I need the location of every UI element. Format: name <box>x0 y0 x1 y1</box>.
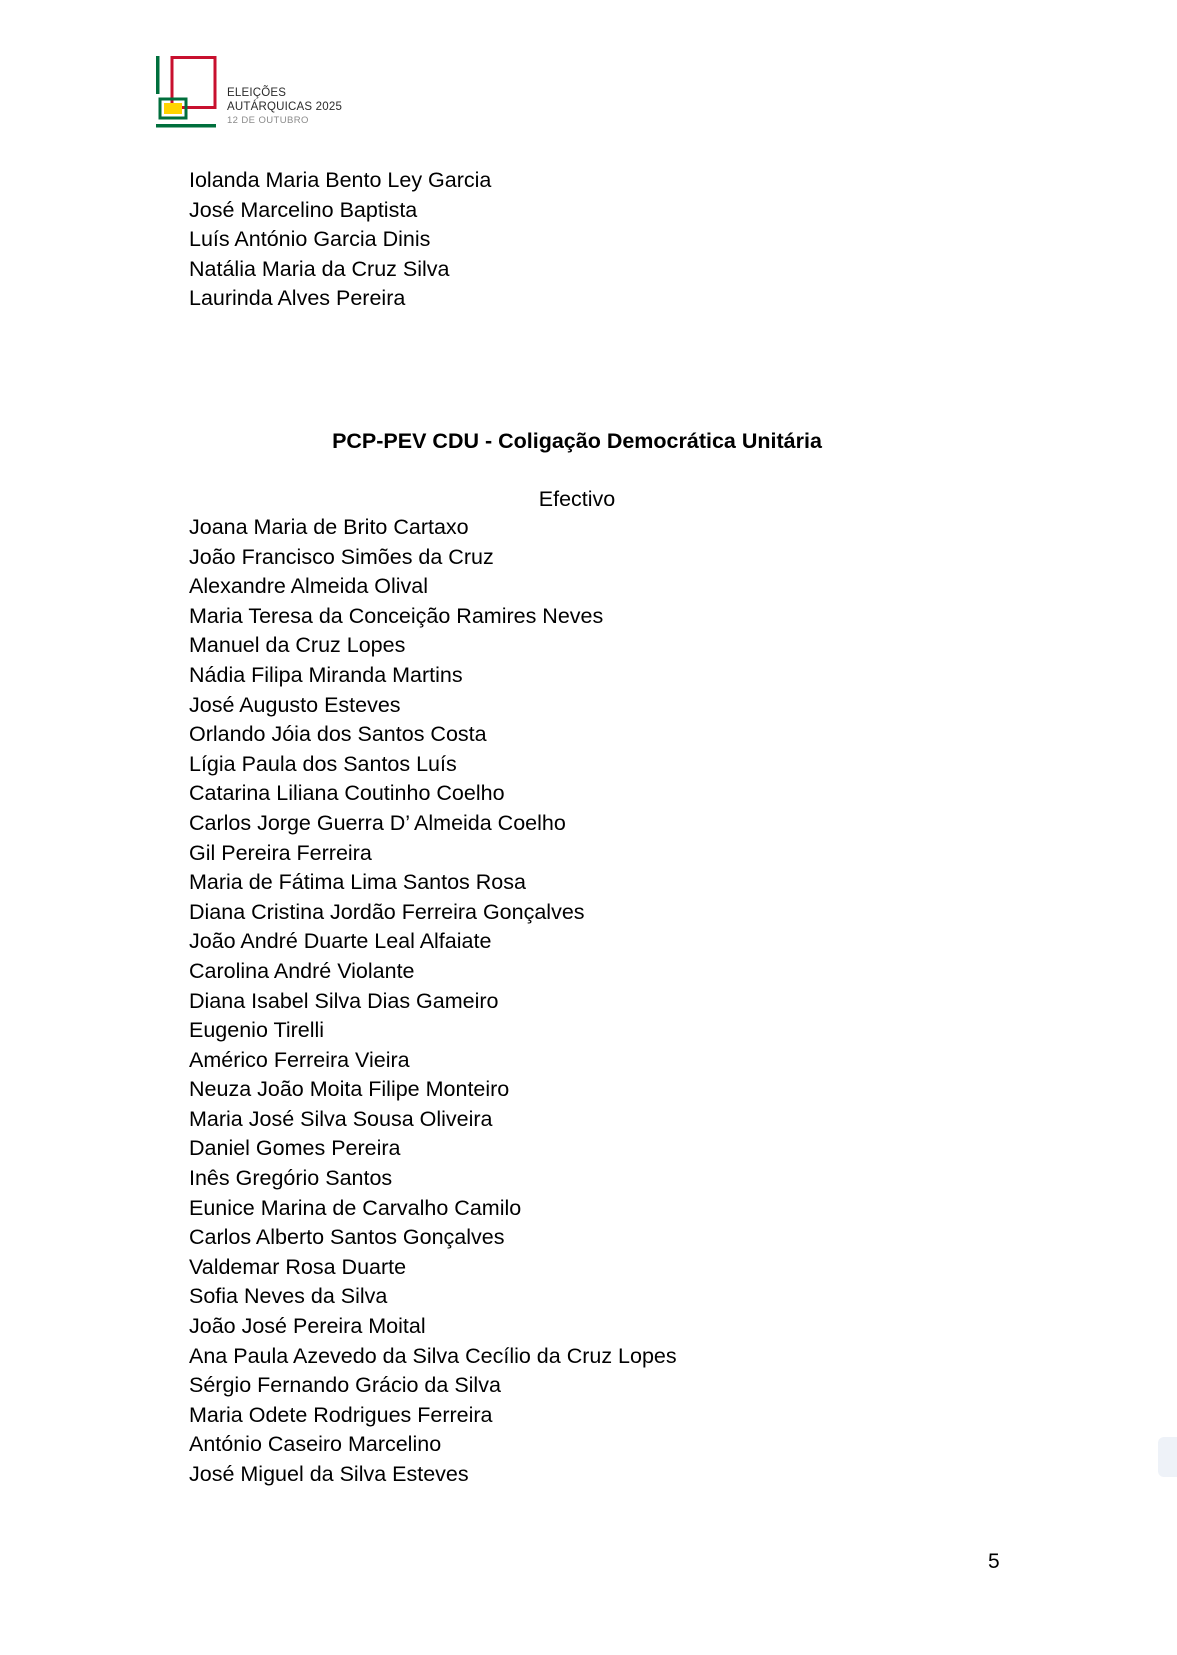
candidate-name: Sofia Neves da Silva <box>189 1284 388 1309</box>
candidate-name: João Francisco Simões da Cruz <box>189 544 494 569</box>
candidate-name: Lígia Paula dos Santos Luís <box>189 751 457 776</box>
side-panel-tab[interactable] <box>1158 1437 1177 1477</box>
candidate-name: Catarina Liliana Coutinho Coelho <box>189 781 505 806</box>
candidate-name: Gil Pereira Ferreira <box>189 840 372 865</box>
candidate-name: José Miguel da Silva Esteves <box>189 1462 469 1486</box>
candidate-name: Sérgio Fernando Grácio da Silva <box>189 1373 501 1398</box>
candidate-name: Manuel da Cruz Lopes <box>189 633 406 658</box>
candidate-name-list <box>189 513 677 1490</box>
candidate-name: Daniel Gomes Pereira <box>189 1136 401 1161</box>
candidate-name: Eugenio Tirelli <box>189 1018 325 1043</box>
candidate-name: Laurinda Alves Pereira <box>189 286 406 311</box>
candidate-name: Neuza João Moita Filipe Monteiro <box>189 1077 510 1102</box>
candidate-name: Maria José Silva Sousa Oliveira <box>189 1106 493 1131</box>
candidate-name: Nádia Filipa Miranda Martins <box>189 662 463 687</box>
candidate-name: Joana Maria de Brito Cartaxo <box>189 515 469 539</box>
candidate-name: Inês Gregório Santos <box>189 1166 393 1191</box>
top-name-list <box>189 166 491 314</box>
candidate-name: Valdemar Rosa Duarte <box>189 1254 407 1279</box>
candidate-name: Carolina André Violante <box>189 958 415 983</box>
candidate-name: José Augusto Esteves <box>189 692 401 717</box>
logo-title-line1: ELEIÇÕES <box>227 87 287 99</box>
section-title: PCP-PEV CDU - Coligação Democrática Unitária <box>332 429 822 453</box>
election-logo-text <box>227 86 342 128</box>
candidate-name: João José Pereira Moital <box>189 1314 426 1339</box>
candidate-name: Carlos Alberto Santos Gonçalves <box>189 1225 505 1250</box>
logo-title-line2: AUTÁRQUICAS 2025 <box>227 101 343 113</box>
candidate-name: Ana Paula Azevedo da Silva Cecílio da Cruz Lopes <box>189 1343 677 1368</box>
candidate-name: Diana Cristina Jordão Ferreira Gonçalves <box>189 899 585 924</box>
candidate-name: Américo Ferreira Vieira <box>189 1047 410 1072</box>
logo-date: 12 DE OUTUBRO <box>227 115 309 126</box>
candidate-name: Diana Isabel Silva Dias Gameiro <box>189 988 499 1013</box>
candidate-name: Orlando Jóia dos Santos Costa <box>189 722 487 747</box>
candidate-name: Alexandre Almeida Olival <box>189 574 429 599</box>
candidate-name: José Marcelino Baptista <box>189 197 418 222</box>
election-logo-mark <box>155 56 217 128</box>
candidate-name: António Caseiro Marcelino <box>189 1432 442 1457</box>
subsection-label: Efectivo <box>538 487 616 511</box>
candidate-name: Natália Maria da Cruz Silva <box>189 256 450 281</box>
candidate-name: Maria de Fátima Lima Santos Rosa <box>189 870 526 895</box>
candidate-name: Luís António Garcia Dinis <box>189 227 431 252</box>
candidate-name: Iolanda Maria Bento Ley Garcia <box>189 168 492 192</box>
candidate-name: Maria Odete Rodrigues Ferreira <box>189 1402 493 1427</box>
candidate-name: Eunice Marina de Carvalho Camilo <box>189 1195 522 1220</box>
candidate-name: João André Duarte Leal Alfaiate <box>189 929 492 954</box>
candidate-name: Carlos Jorge Guerra D’ Almeida Coelho <box>189 810 566 835</box>
candidate-name: Maria Teresa da Conceição Ramires Neves <box>189 603 604 628</box>
election-logo <box>155 56 355 128</box>
page-number: 5 <box>988 1550 1000 1573</box>
